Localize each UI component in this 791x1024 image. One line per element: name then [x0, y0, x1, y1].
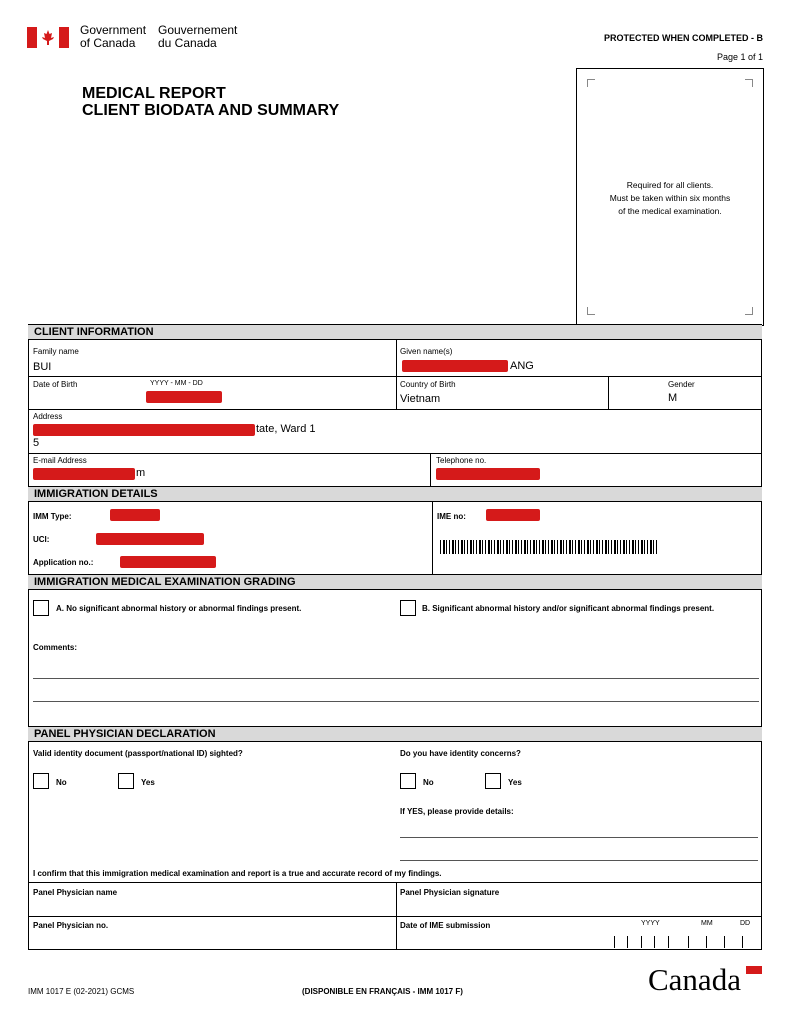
date-tick	[706, 936, 707, 948]
grade-a-label: A. No significant abnormal history or abnormal findings present.	[56, 604, 302, 613]
telephone-field-redacted[interactable]	[436, 468, 540, 480]
photo-note-line3: of the medical examination.	[618, 206, 722, 216]
form-id: IMM 1017 E (02-2021) GCMS	[28, 987, 135, 996]
date-tick	[688, 936, 689, 948]
grade-a-checkbox[interactable]	[33, 600, 49, 616]
canada-wordmark: Canada	[648, 962, 741, 997]
redaction-mark	[33, 424, 255, 436]
crop-corner	[587, 79, 595, 87]
section-immigration-details: IMMIGRATION DETAILS	[28, 486, 762, 502]
date-tick	[654, 936, 655, 948]
given-name-field[interactable]: ANG	[510, 360, 534, 372]
identity-concern-yes-label: Yes	[508, 778, 522, 787]
physician-signature-label: Panel Physician signature	[400, 888, 500, 897]
identity-concern-yes-checkbox[interactable]	[485, 773, 501, 789]
identity-doc-question: Valid identity document (passport/national ID) sighted?	[33, 749, 243, 758]
divider	[28, 453, 762, 454]
divider	[28, 882, 762, 883]
grade-b-label: B. Significant abnormal history and/or significant abnormal findings present.	[422, 604, 715, 613]
application-no-field-redacted[interactable]	[120, 556, 216, 568]
ime-no-label: IME no:	[437, 512, 466, 521]
date-tick	[614, 936, 615, 948]
date-tick	[641, 936, 642, 948]
family-name-field[interactable]: BUI	[33, 361, 52, 373]
gender-field[interactable]: M	[668, 392, 678, 404]
form-frame	[28, 324, 762, 950]
country-field[interactable]: Vietnam	[400, 393, 441, 405]
identity-concern-no-label: No	[423, 778, 434, 787]
protected-notice: PROTECTED WHEN COMPLETED - B	[604, 33, 763, 43]
date-tick	[742, 936, 743, 948]
ime-no-field-redacted[interactable]	[486, 509, 540, 521]
identity-doc-yes-checkbox[interactable]	[118, 773, 134, 789]
family-name-label: Family name	[33, 347, 79, 356]
gov-fr-line2: du Canada	[158, 36, 217, 50]
identity-details-line-1[interactable]	[400, 837, 758, 838]
telephone-label: Telephone no.	[436, 456, 487, 465]
wordmark-flag-icon	[746, 966, 762, 974]
email-label: E-mail Address	[33, 456, 87, 465]
identity-concern-no-checkbox[interactable]	[400, 773, 416, 789]
given-name-label: Given name(s)	[400, 347, 453, 356]
divider	[396, 340, 397, 409]
photo-box[interactable]	[576, 68, 764, 326]
identity-doc-no-label: No	[56, 778, 67, 787]
date-tick	[724, 936, 725, 948]
divider	[28, 376, 762, 377]
gender-label: Gender	[668, 380, 695, 389]
date-yyyy-hint: YYYY	[641, 920, 660, 927]
gov-en-line1: Government	[80, 23, 147, 37]
barcode-image	[440, 540, 658, 554]
date-tick	[627, 936, 628, 948]
divider	[608, 376, 609, 409]
uci-label: UCI:	[33, 535, 50, 544]
if-yes-label: If YES, please provide details:	[400, 807, 514, 816]
crop-corner	[745, 307, 753, 315]
page-title	[82, 85, 339, 119]
section-declaration: PANEL PHYSICIAN DECLARATION	[28, 726, 762, 742]
identity-details-line-2[interactable]	[400, 860, 758, 861]
uci-field-redacted[interactable]	[96, 533, 204, 545]
photo-note-line2: Must be taken within six months	[609, 193, 731, 203]
dob-format-hint: YYYY - MM - DD	[150, 380, 203, 387]
gov-en-line2: of Canada	[80, 36, 136, 50]
grade-b-checkbox[interactable]	[400, 600, 416, 616]
photo-note-line1: Required for all clients.	[626, 180, 714, 190]
imm-type-label: IMM Type:	[33, 512, 72, 521]
section-grading: IMMIGRATION MEDICAL EXAMINATION GRADING	[28, 574, 762, 590]
government-of-canada-en	[80, 24, 146, 50]
confirmation-statement: I confirm that this immigration medical examination and report is a true and accurate record of my findings.	[33, 869, 442, 878]
email-field[interactable]: m	[136, 467, 146, 479]
redaction-mark	[402, 360, 508, 372]
divider	[28, 409, 762, 410]
divider	[432, 502, 433, 574]
country-label: Country of Birth	[400, 380, 456, 389]
comments-line-2[interactable]	[33, 701, 759, 702]
identity-doc-no-checkbox[interactable]	[33, 773, 49, 789]
date-mm-hint: MM	[701, 920, 713, 927]
imm-type-field-redacted[interactable]	[110, 509, 160, 521]
divider	[430, 453, 431, 486]
address-field[interactable]: tate, Ward 1	[256, 423, 316, 435]
identity-doc-yes-label: Yes	[141, 778, 155, 787]
divider	[28, 916, 762, 917]
crop-corner	[587, 307, 595, 315]
application-no-label: Application no.:	[33, 558, 94, 567]
physician-name-label: Panel Physician name	[33, 888, 118, 897]
date-dd-hint: DD	[740, 920, 751, 927]
crop-corner	[745, 79, 753, 87]
address-field-line2[interactable]: 5	[33, 437, 40, 449]
title-line1: MEDICAL REPORT	[82, 85, 226, 102]
dob-label: Date of Birth	[33, 380, 78, 389]
comments-line-1[interactable]	[33, 678, 759, 679]
redaction-mark	[33, 468, 135, 480]
french-availability: (DISPONIBLE EN FRANÇAIS - IMM 1017 F)	[302, 987, 463, 996]
dob-field-redacted[interactable]	[146, 391, 222, 403]
comments-label: Comments:	[33, 643, 78, 652]
physician-no-label: Panel Physician no.	[33, 921, 109, 930]
section-client-information: CLIENT INFORMATION	[28, 324, 762, 340]
date-tick	[668, 936, 669, 948]
ime-date-label: Date of IME submission	[400, 921, 491, 930]
title-line2: CLIENT BIODATA AND SUMMARY	[82, 102, 340, 119]
address-label: Address	[33, 412, 63, 421]
canada-flag-icon	[27, 27, 69, 48]
photo-instructions	[577, 179, 763, 218]
page-number: Page 1 of 1	[716, 52, 763, 62]
government-of-canada-fr	[158, 24, 237, 50]
identity-concern-question: Do you have identity concerns?	[400, 749, 521, 758]
gov-fr-line1: Gouvernement	[158, 23, 238, 37]
